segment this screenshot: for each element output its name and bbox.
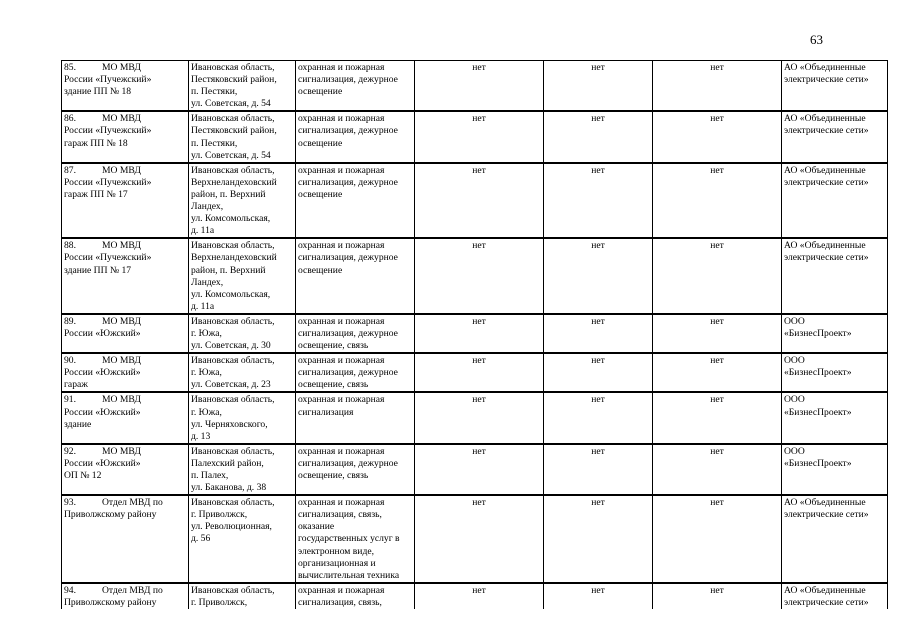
row-number: 87. <box>64 164 76 176</box>
provider-cell <box>782 444 888 495</box>
address-line: Ивановская область, <box>191 113 275 125</box>
services-line: освещение <box>298 188 343 200</box>
provider-cell <box>782 353 888 392</box>
services-line: сигнализация, дежурное <box>298 252 398 264</box>
status-cell-col5: нет <box>544 314 653 353</box>
services-line: освещение, связь <box>298 470 369 481</box>
provider-cell <box>782 238 888 314</box>
address-line: Ивановская область, <box>191 394 275 406</box>
facility-name-cell <box>62 495 189 583</box>
facility-name-first-line <box>64 497 186 509</box>
address-line: ул. Комсомольская, <box>191 288 271 300</box>
facility-name-first-line <box>64 446 186 458</box>
facility-name-start: Отдел МВД по <box>102 497 163 509</box>
table-row <box>62 583 888 609</box>
address-line: Ивановская область, <box>191 240 275 252</box>
facility-name-start: МО МВД <box>102 355 141 367</box>
facility-name-start: Отдел МВД по <box>102 584 163 596</box>
row-number: 92. <box>64 445 76 457</box>
facility-name-cell <box>62 444 189 495</box>
services-line: сигнализация, дежурное <box>298 327 398 339</box>
facility-name-start: МО МВД <box>102 315 141 327</box>
facility-name-first-line <box>64 113 186 125</box>
address-line: Ивановская область, <box>191 62 275 73</box>
services-line: сигнализация, дежурное <box>298 367 398 379</box>
facility-name-cell <box>62 353 189 392</box>
facility-name-first-line <box>64 240 186 252</box>
table-row <box>62 495 888 583</box>
facility-name-line: России «Пучежский» <box>64 125 152 137</box>
facility-name-line: России «Южский» <box>64 406 141 418</box>
facility-name-line: России «Южский» <box>64 367 141 379</box>
status-cell-col6: нет <box>653 314 782 353</box>
provider-line: электрические сети» <box>784 509 869 521</box>
services-line: освещение <box>298 137 343 149</box>
address-cell <box>189 583 296 609</box>
facility-name-first-line <box>64 165 186 177</box>
table-row <box>62 444 888 495</box>
services-line: освещение <box>298 86 343 98</box>
facility-name-line: здание <box>64 418 92 430</box>
provider-cell <box>782 61 888 112</box>
status-cell-col4: нет <box>415 238 544 314</box>
address-cell <box>189 444 296 495</box>
address-line: Палехский район, <box>191 457 264 469</box>
address-line: г. Южа, <box>191 327 222 339</box>
status-cell-col5: нет <box>544 495 653 583</box>
address-cell <box>189 238 296 314</box>
services-line: сигнализация <box>298 406 354 418</box>
address-line: Ландех, <box>191 276 224 288</box>
status-cell-col5: нет <box>544 163 653 239</box>
status-cell-col4: нет <box>415 353 544 392</box>
address-line: д. 11а <box>191 225 215 237</box>
services-cell <box>296 495 415 583</box>
address-line: Верхнеландеховский <box>191 176 277 188</box>
facility-name-start: МО МВД <box>102 113 141 125</box>
table-body <box>62 61 888 610</box>
status-cell-col5: нет <box>544 111 653 162</box>
status-cell-col5: нет <box>544 583 653 609</box>
provider-line: АО «Объединенные <box>784 240 866 252</box>
address-line: Ивановская область, <box>191 315 275 327</box>
status-cell-col6: нет <box>653 495 782 583</box>
provider-line: «БизнесПроект» <box>784 406 852 418</box>
services-line: вычислительная техника <box>298 569 400 581</box>
provider-line: электрические сети» <box>784 252 869 264</box>
services-cell <box>296 392 415 443</box>
facility-name-line: гараж ПП № 18 <box>64 137 128 149</box>
facility-name-cell <box>62 392 189 443</box>
row-number: 94. <box>64 584 76 596</box>
row-number: 91. <box>64 394 76 406</box>
status-cell-col5: нет <box>544 61 653 112</box>
address-line: д. 13 <box>191 430 211 442</box>
address-line: ул. Баканова, д. 38 <box>191 482 267 494</box>
status-cell-col6: нет <box>653 111 782 162</box>
status-cell-col4: нет <box>415 314 544 353</box>
row-number: 90. <box>64 355 76 367</box>
row-number: 85. <box>64 62 76 73</box>
services-line: освещение <box>298 264 343 276</box>
services-line: государственных услуг в <box>298 533 400 545</box>
status-cell-col5: нет <box>544 444 653 495</box>
provider-cell <box>782 111 888 162</box>
status-cell-col4: нет <box>415 163 544 239</box>
address-line: д. 56 <box>191 533 211 545</box>
address-line: Ивановская область, <box>191 164 275 176</box>
provider-cell <box>782 495 888 583</box>
row-number: 88. <box>64 240 76 252</box>
address-line: район, п. Верхний <box>191 188 266 200</box>
provider-cell <box>782 163 888 239</box>
facility-name-cell <box>62 314 189 353</box>
services-line: освещение, связь <box>298 379 369 391</box>
status-cell-col4: нет <box>415 495 544 583</box>
address-line: Ивановская область, <box>191 355 275 367</box>
services-line: организационная и <box>298 557 376 569</box>
services-line: сигнализация, дежурное <box>298 125 398 137</box>
services-cell <box>296 583 415 609</box>
address-line: Пестяковский район, <box>191 125 277 137</box>
facility-name-line: России «Южский» <box>64 457 141 469</box>
address-line: ул. Советская, д. 54 <box>191 98 271 110</box>
address-cell <box>189 61 296 112</box>
services-line: сигнализация, связь, <box>298 509 382 521</box>
address-line: г. Приволжск, <box>191 509 248 521</box>
status-cell-col5: нет <box>544 392 653 443</box>
facility-name-line: здание ПП № 18 <box>64 86 132 98</box>
address-line: ул. Революционная, <box>191 521 272 533</box>
facility-name-start: МО МВД <box>102 394 141 406</box>
address-line: п. Пестяки, <box>191 137 238 149</box>
facility-name-line: России «Пучежский» <box>64 74 152 86</box>
provider-line: ООО <box>784 445 805 457</box>
services-line: охранная и пожарная <box>298 445 385 457</box>
status-cell-col6: нет <box>653 238 782 314</box>
services-line: охранная и пожарная <box>298 164 385 176</box>
facility-name-first-line <box>64 355 186 367</box>
table-row <box>62 314 888 353</box>
facility-name-first-line <box>64 394 186 406</box>
services-line: охранная и пожарная <box>298 355 385 367</box>
provider-line: АО «Объединенные <box>784 584 866 596</box>
services-line: охранная и пожарная <box>298 315 385 327</box>
provider-line: ООО <box>784 355 805 367</box>
address-line: д. 11а <box>191 300 215 312</box>
facility-name-line: России «Пучежский» <box>64 252 152 264</box>
page-number: 63 <box>810 32 823 47</box>
provider-line: «БизнесПроект» <box>784 327 852 339</box>
services-line: охранная и пожарная <box>298 113 385 125</box>
facility-name-line: ОП № 12 <box>64 470 102 481</box>
facility-name-cell <box>62 163 189 239</box>
facility-name-first-line <box>64 62 186 74</box>
provider-line: электрические сети» <box>784 176 869 188</box>
facility-name-first-line <box>64 316 186 328</box>
table-row <box>62 111 888 162</box>
provider-line: АО «Объединенные <box>784 497 866 509</box>
services-line: охранная и пожарная <box>298 497 385 509</box>
status-cell-col4: нет <box>415 392 544 443</box>
address-line: Ивановская область, <box>191 584 275 596</box>
services-line: сигнализация, дежурное <box>298 457 398 469</box>
services-line: охранная и пожарная <box>298 584 385 596</box>
facility-name-line: России «Южский» <box>64 327 141 339</box>
status-cell-col6: нет <box>653 392 782 443</box>
status-cell-col4: нет <box>415 583 544 609</box>
table-row <box>62 61 888 112</box>
facility-name-line: Приволжскому району <box>64 509 157 521</box>
facility-name-cell <box>62 238 189 314</box>
status-cell-col6: нет <box>653 163 782 239</box>
address-cell <box>189 353 296 392</box>
provider-cell <box>782 392 888 443</box>
facility-name-start: МО МВД <box>102 240 141 252</box>
status-cell-col6: нет <box>653 583 782 609</box>
table-row <box>62 163 888 239</box>
address-line: Ивановская область, <box>191 497 275 509</box>
services-line: оказание <box>298 521 335 533</box>
facility-name-line: Приволжскому району <box>64 596 157 608</box>
services-cell <box>296 61 415 112</box>
status-cell-col6: нет <box>653 444 782 495</box>
facility-name-cell <box>62 61 189 112</box>
provider-line: ООО <box>784 394 805 406</box>
provider-cell <box>782 314 888 353</box>
services-line: охранная и пожарная <box>298 240 385 252</box>
facility-name-start: МО МВД <box>102 62 141 73</box>
address-cell <box>189 111 296 162</box>
facility-name-first-line <box>64 585 186 597</box>
table-row <box>62 392 888 443</box>
address-line: ул. Черняховского, <box>191 418 268 430</box>
provider-line: «БизнесПроект» <box>784 457 852 469</box>
services-line: освещение, связь <box>298 340 369 352</box>
provider-line: АО «Объединенные <box>784 62 866 73</box>
status-cell-col6: нет <box>653 353 782 392</box>
facilities-table <box>61 60 888 609</box>
address-line: Ивановская область, <box>191 445 275 457</box>
facility-name-start: МО МВД <box>102 164 141 176</box>
services-cell <box>296 314 415 353</box>
facility-name-line: гараж ПП № 17 <box>64 188 128 200</box>
address-cell <box>189 495 296 583</box>
address-line: г. Приволжск, <box>191 596 248 608</box>
services-cell <box>296 163 415 239</box>
status-cell-col4: нет <box>415 111 544 162</box>
facility-name-start: МО МВД <box>102 445 141 457</box>
address-line: г. Южа, <box>191 406 222 418</box>
provider-line: электрические сети» <box>784 74 869 86</box>
row-number: 86. <box>64 113 76 125</box>
table-row <box>62 353 888 392</box>
services-cell <box>296 111 415 162</box>
services-line: охранная и пожарная <box>298 62 385 73</box>
address-line: п. Палех, <box>191 470 229 481</box>
address-cell <box>189 163 296 239</box>
status-cell-col5: нет <box>544 238 653 314</box>
address-line: ул. Советская, д. 30 <box>191 340 271 352</box>
row-number: 93. <box>64 497 76 509</box>
address-line: Пестяковский район, <box>191 74 277 86</box>
services-line: охранная и пожарная <box>298 394 385 406</box>
status-cell-col4: нет <box>415 444 544 495</box>
address-line: ул. Комсомольская, <box>191 213 271 225</box>
facility-name-line: России «Пучежский» <box>64 176 152 188</box>
address-line: г. Южа, <box>191 367 222 379</box>
provider-line: «БизнесПроект» <box>784 367 852 379</box>
address-line: ул. Советская, д. 54 <box>191 149 271 161</box>
services-cell <box>296 353 415 392</box>
services-cell <box>296 238 415 314</box>
services-cell <box>296 444 415 495</box>
row-number: 89. <box>64 315 76 327</box>
address-line: п. Пестяки, <box>191 86 238 98</box>
facility-name-cell <box>62 111 189 162</box>
provider-line: ООО <box>784 315 805 327</box>
provider-line: электрические сети» <box>784 596 869 608</box>
facility-name-line: гараж <box>64 379 88 391</box>
status-cell-col6: нет <box>653 61 782 112</box>
services-line: сигнализация, связь, <box>298 596 382 608</box>
provider-cell <box>782 583 888 609</box>
services-line: электронном виде, <box>298 545 374 557</box>
status-cell-col4: нет <box>415 61 544 112</box>
address-line: район, п. Верхний <box>191 264 266 276</box>
address-cell <box>189 392 296 443</box>
address-line: ул. Советская, д. 23 <box>191 379 271 391</box>
table-row <box>62 238 888 314</box>
address-line: Ландех, <box>191 201 224 213</box>
status-cell-col5: нет <box>544 353 653 392</box>
provider-line: электрические сети» <box>784 125 869 137</box>
address-cell <box>189 314 296 353</box>
provider-line: АО «Объединенные <box>784 113 866 125</box>
facility-name-cell <box>62 583 189 609</box>
services-line: сигнализация, дежурное <box>298 176 398 188</box>
services-line: сигнализация, дежурное <box>298 74 398 86</box>
address-line: Верхнеландеховский <box>191 252 277 264</box>
facility-name-line: здание ПП № 17 <box>64 264 132 276</box>
provider-line: АО «Объединенные <box>784 164 866 176</box>
